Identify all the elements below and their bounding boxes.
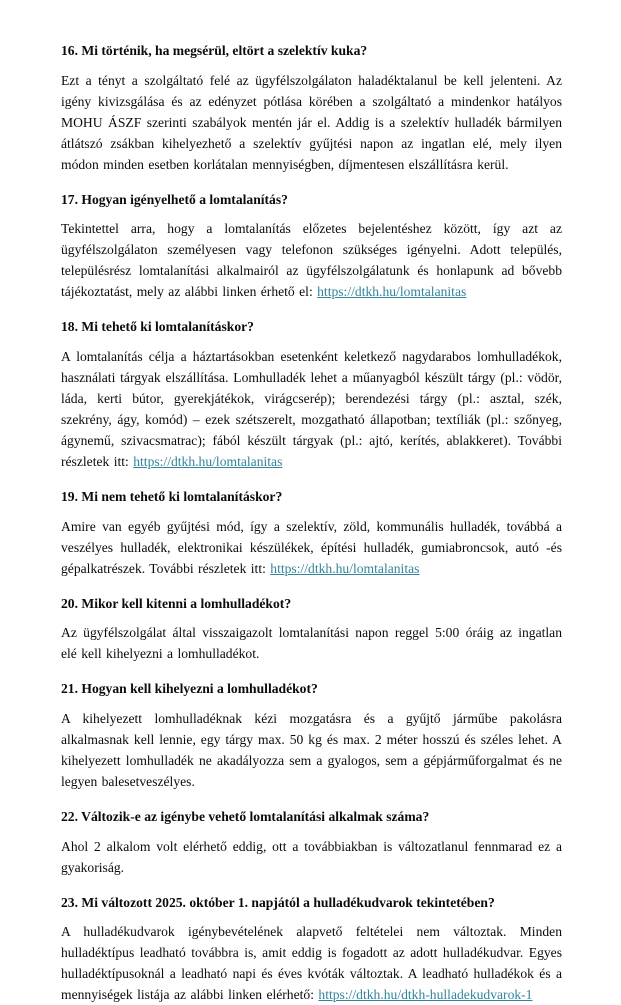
- faq-section-22: [61, 808, 562, 878]
- answer-paragraph: [61, 622, 562, 664]
- faq-section-16: [61, 42, 562, 175]
- faq-section-18: [61, 318, 562, 472]
- question-heading: 21. Hogyan kell kihelyezni a lomhulladékot?: [61, 681, 318, 697]
- faq-section-19: [61, 488, 562, 579]
- faq-section-20: [61, 595, 562, 665]
- answer-text: Az ügyfélszolgálat által visszaigazolt lomtalanítási napon reggel 5:00 óráig az ingatlan elé kell kihelyezni a lomhulladékot.: [61, 625, 562, 662]
- faq-section-21: [61, 680, 562, 792]
- answer-text: A lomtalanítás célja a háztartásokban esetenként keletkező nagydarabos lomhulladékok, használati tárgyak elszállítása. Lomhulladék lehet a műanyagból készült tárgy (pl.: vödör, láda, kerti bútor, gyerekjátékok, virágcserép); berendezési tárgy (pl.: asztal, szék, szekrény, ágy, komód) – ezek szétszerelt, mozgatható állapotban; textíliák (pl.: szőnyeg, ágynemű, szivacsmatrac); fából készült tárgyak (pl.: ajtó, kerítés, ablakkeret). További részletek itt:: [61, 349, 562, 470]
- answer-paragraph: [61, 70, 562, 175]
- faq-section-23: [61, 894, 562, 1005]
- link-lomtalanitas[interactable]: https://dtkh.hu/lomtalanitas: [317, 284, 467, 300]
- link-hulladekudvarok[interactable]: https://dtkh.hu/dtkh-hulladekudvarok-1: [318, 987, 533, 1003]
- faq-section-17: [61, 191, 562, 303]
- answer-paragraph: [61, 921, 562, 1005]
- answer-paragraph: [61, 836, 562, 878]
- answer-paragraph: [61, 218, 562, 302]
- question-heading: 19. Mi nem tehető ki lomtalanításkor?: [61, 489, 283, 505]
- question-heading: 18. Mi tehető ki lomtalanításkor?: [61, 319, 254, 335]
- answer-paragraph: [61, 516, 562, 579]
- answer-text: Amire van egyéb gyűjtési mód, így a szelektív, zöld, kommunális hulladék, továbbá a veszélyes hulladék, elektronikai készülékek, építési hulladék, gumiabroncsok, autó -és gépalkatrészek. További részletek itt:: [61, 518, 562, 576]
- answer-text: Ezt a tényt a szolgáltató felé az ügyfélszolgálaton haladéktalanul be kell jelenteni. Az igény kivizsgálása és az edényzet pótlása körében a szolgáltató a mindenkor hatályos MOHU ÁSZF szerinti szabályok mentén jár el. Addig is a szelektív hulladék bármilyen átlátszó zsákban kihelyezhető a szelektív gyűjtési napon az ingatlan elé, mely ilyen módon minden esetben korlátalan mennyiségben, díjmentesen elszállításra kerül.: [61, 72, 562, 172]
- question-heading: 17. Hogyan igényelhető a lomtalanítás?: [61, 191, 288, 207]
- answer-paragraph: [61, 708, 562, 792]
- question-heading: 20. Mikor kell kitenni a lomhulladékot?: [61, 595, 292, 611]
- question-heading: 22. Változik-e az igénybe vehető lomtalanítási alkalmak száma?: [61, 809, 430, 825]
- answer-text: Ahol 2 alkalom volt elérhető eddig, ott a továbbiakban is változatlanul fennmarad ez a gyakoriság.: [61, 838, 562, 875]
- answer-paragraph: [61, 346, 562, 472]
- question-heading: 23. Mi változott 2025. október 1. napjától a hulladékudvarok tekintetében?: [61, 894, 495, 910]
- link-lomtalanitas[interactable]: https://dtkh.hu/lomtalanitas: [133, 454, 283, 470]
- answer-text: Tekintettel arra, hogy a lomtalanítás előzetes bejelentéshez között, így azt az ügyfélszolgálaton személyesen vagy telefonon szükséges igényelni. Adott település, településrész lomtalanítási alkalmairól az ügyfélszolgálatunk és honlapunk ad bővebb tájékoztatást, mely az alábbi linken érhető el:: [61, 221, 562, 300]
- answer-text: A kihelyezett lomhulladéknak kézi mozgatásra és a gyűjtő járműbe pakolásra alkalmasnak kell lennie, egy tárgy max. 50 kg és max. 2 méter hosszú és széles lehet. A kihelyezett lomhulladék ne akadályozza sem a gyalogos, sem a gépjárműforgalmat és ne legyen balesetveszélyes.: [61, 711, 562, 790]
- link-lomtalanitas[interactable]: https://dtkh.hu/lomtalanitas: [270, 560, 420, 576]
- question-heading: 16. Mi történik, ha megsérül, eltört a szelektív kuka?: [61, 43, 368, 58]
- answer-text: A hulladékudvarok igénybevételének alapvető feltételei nem változtak. Minden hulladéktípus leadható továbbra is, amit eddig is fogadott az adott hulladékudvar. Egyes hulladéktípusoknál a leadható napi és éves kvóták változtak. A leadható hulladékok és a mennyiségek listája az alábbi linken elérhető:: [61, 924, 562, 1003]
